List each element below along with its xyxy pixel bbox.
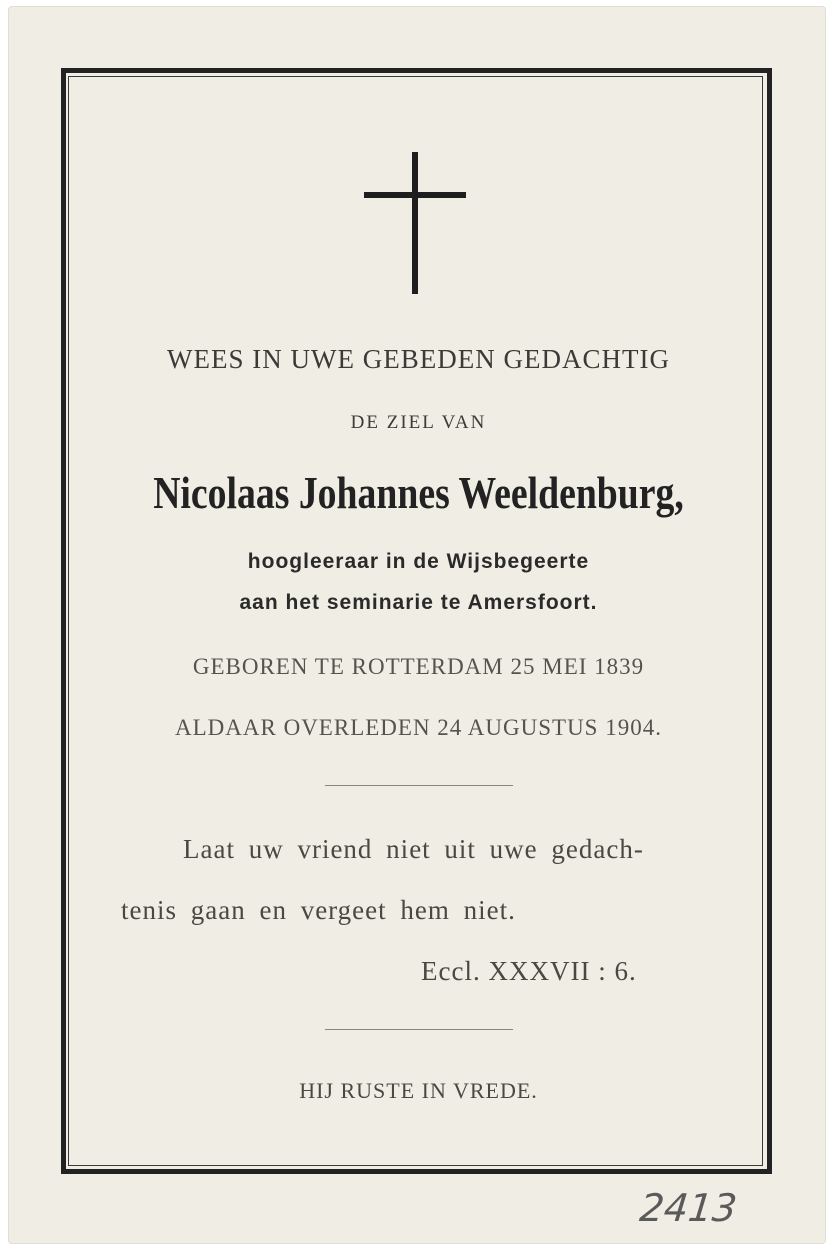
cross-icon-bar <box>364 192 466 198</box>
profession-line-2: aan het seminarie te Amersfoort. <box>239 591 598 614</box>
heading: WEES IN UWE GEBEDEN GEDACHTIG <box>167 344 670 374</box>
closing-blessing: HIJ RUSTE IN VREDE. <box>299 1078 538 1103</box>
divider <box>325 785 513 786</box>
birth-line: GEBOREN TE ROTTERDAM 25 MEI 1839 <box>192 654 645 679</box>
handwritten-catalog-number: 2413 <box>637 1186 740 1230</box>
profession-line-1: hoogleeraar in de Wijsbegeerte <box>247 550 590 573</box>
death-line: ALDAAR OVERLEDEN 24 AUGUSTUS 1904. <box>175 715 662 740</box>
quote-reference: Eccl. XXXVII : 6. <box>421 956 637 986</box>
cross-icon <box>412 152 418 294</box>
deceased-name: Nicolaas Johannes Weeldenburg, <box>153 467 684 518</box>
divider <box>325 1029 513 1030</box>
quote-line-2: tenis gaan en vergeet hem niet. <box>121 895 516 925</box>
quote-line-1: Laat uw vriend niet uit uwe gedach- <box>183 834 644 864</box>
intro-text: DE ZIEL VAN <box>350 412 487 433</box>
